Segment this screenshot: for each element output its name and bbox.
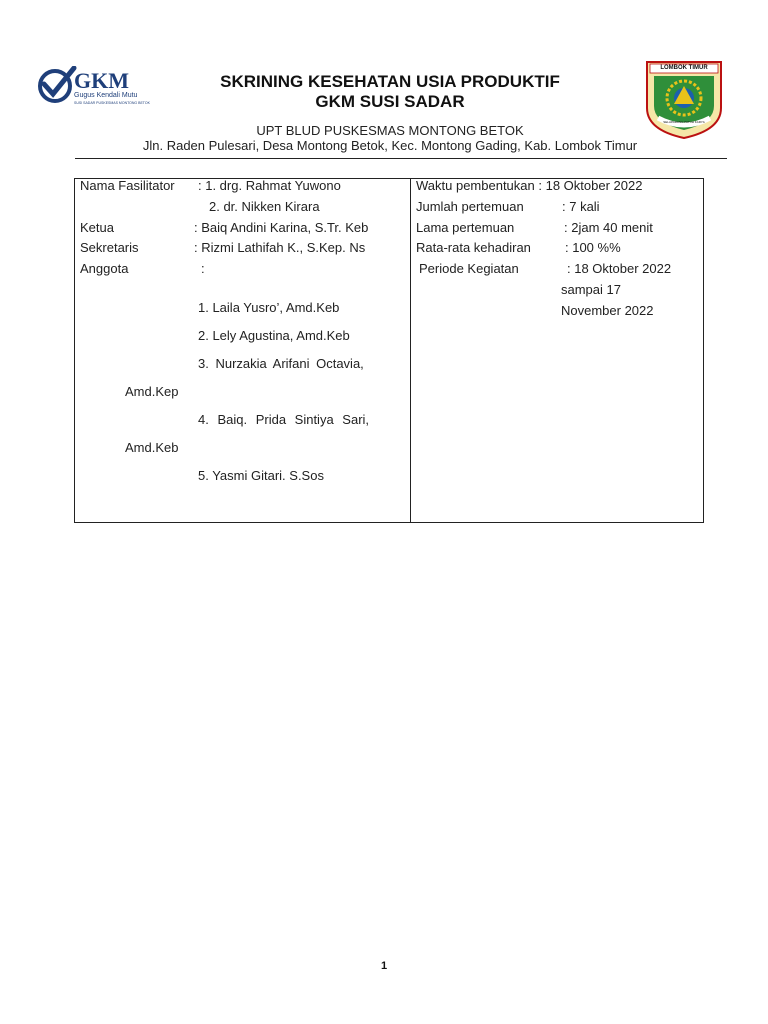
member-5: 5. Yasmi Gitari. S.Sos — [198, 468, 324, 483]
gkm-logo-subtitle: Gugus Kendali Mutu — [74, 92, 138, 99]
gkm-logo-text: GKM — [74, 68, 129, 93]
periode-value: : 18 Oktober 2022 — [567, 261, 672, 276]
anggota-label: Anggota — [80, 261, 129, 276]
periode-label: Periode Kegiatan — [419, 261, 519, 276]
crest-bottom-label: SELAPARANG PATUH KARYA — [663, 120, 705, 124]
member-3-title: Amd.Kep — [125, 384, 179, 399]
lama-value: : 2jam 40 menit — [564, 220, 653, 235]
sekretaris-value: : Rizmi Lathifah K., S.Kep. Ns — [194, 240, 366, 255]
fasilitator-1: : 1. drg. Rahmat Yuwono — [198, 178, 341, 193]
org-name: UPT BLUD PUSKESMAS MONTONG BETOK — [256, 123, 524, 138]
fasilitator-label: Nama Fasilitator — [80, 178, 175, 193]
gkm-logo — [36, 66, 154, 110]
page-number: 1 — [380, 960, 388, 972]
member-3: 3. Nurzakia Arifani Octavia, — [198, 356, 364, 371]
ketua-value: : Baiq Andini Karina, S.Tr. Keb — [194, 220, 369, 235]
sekretaris-label: Sekretaris — [80, 240, 139, 255]
crest-top-label: LOMBOK TIMUR — [660, 65, 708, 71]
member-4: 4. Baiq. Prida Sintiya Sari, — [198, 412, 370, 427]
table-column-divider — [410, 178, 411, 523]
lama-label: Lama pertemuan — [416, 220, 515, 235]
rata-label: Rata-rata kehadiran — [416, 240, 531, 255]
fasilitator-2: 2. dr. Nikken Kirara — [209, 199, 320, 214]
title-line-1: SKRINING KESEHATAN USIA PRODUKTIF — [220, 72, 560, 91]
gkm-logo-small: SUSI SADAR PUSKESMAS MONTONG BETOK — [74, 101, 150, 105]
jumlah-value: : 7 kali — [562, 199, 600, 214]
title-line-2: GKM SUSI SADAR — [315, 92, 465, 111]
waktu-pembentukan: Waktu pembentukan : 18 Oktober 2022 — [416, 178, 643, 193]
crest-shield-icon — [644, 60, 724, 140]
lombok-timur-crest — [644, 60, 724, 140]
member-2: 2. Lely Agustina, Amd.Keb — [198, 328, 350, 343]
rata-value: : 100 %% — [565, 240, 621, 255]
periode-line-2: sampai 17 — [561, 282, 621, 297]
header-divider — [75, 158, 727, 159]
jumlah-label: Jumlah pertemuan — [416, 199, 524, 214]
periode-line-3: November 2022 — [561, 303, 654, 318]
anggota-colon: : — [201, 261, 205, 276]
address: Jln. Raden Pulesari, Desa Montong Betok, Kec. Montong Gading, Kab. Lombok Timur — [142, 138, 638, 153]
member-1: 1. Laila Yusro’, Amd.Keb — [198, 300, 340, 315]
ketua-label: Ketua — [80, 220, 114, 235]
member-4-title: Amd.Keb — [125, 440, 179, 455]
